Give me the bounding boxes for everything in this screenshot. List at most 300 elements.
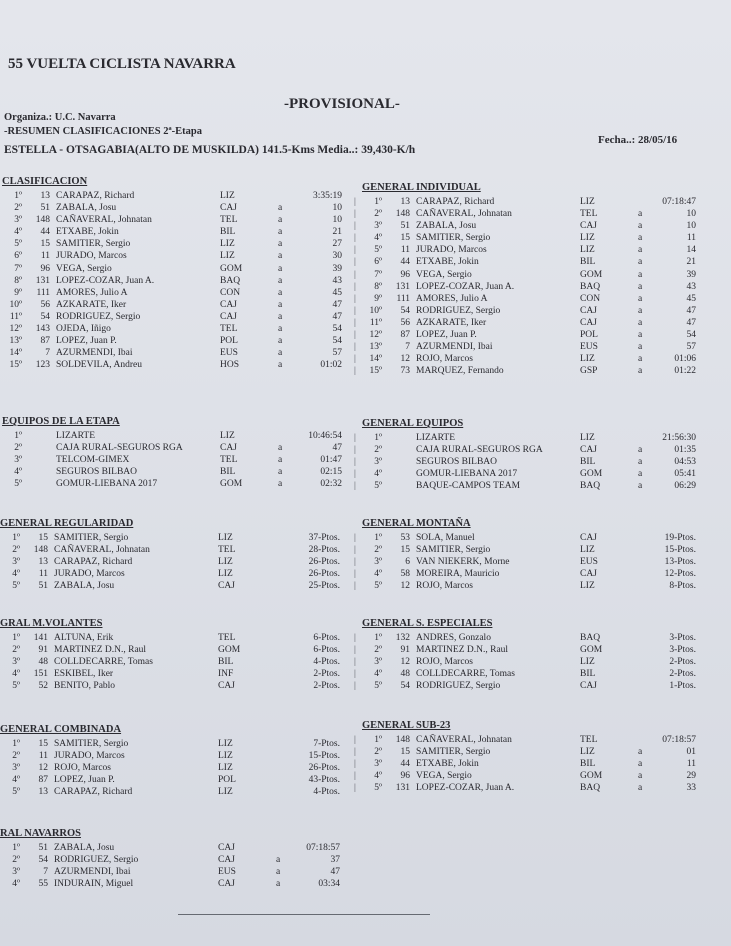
result-row [0,774,340,786]
dorsal-number: 13 [38,557,48,568]
result-value: 02:32 [320,479,342,490]
rider-name: SEGUROS BILBAO [416,457,498,468]
result-row [0,786,340,798]
gap-marker: a [278,479,283,490]
result-value: 2-Ptos. [669,669,696,680]
rider-name: CAJA RURAL-SEGUROS RGA [56,443,183,454]
column-separator: | [354,233,356,244]
result-value: 21 [686,257,696,268]
result-row [2,202,342,214]
rider-name: RODRIGUEZ, Sergio [56,311,141,322]
rider-name: GOMUR-LIEBANA 2017 [56,479,158,490]
team-code: CAJ [580,569,597,580]
rider-name: RODRIGUEZ, Sergio [54,855,139,866]
column-separator: | [354,305,356,316]
team-code: CAJ [218,843,235,853]
gap-marker: a [276,867,281,878]
team-code: GOM [580,269,603,280]
position: 3º [374,759,382,770]
gap-marker: a [638,747,643,758]
rider-name: ROJO, Marcos [416,657,473,668]
dorsal-number: 148 [395,735,410,745]
rider-name: ESKIBEL, Iker [54,669,114,680]
team-code: LIZ [218,533,233,543]
result-value: 26-Ptos. [308,763,340,774]
position: 5º [374,245,382,256]
dorsal-number: 91 [400,645,410,656]
dorsal-number: 132 [395,633,410,643]
rider-name: CAJA RURAL-SEGUROS RGA [416,445,543,456]
position: 2º [12,545,20,556]
rider-name: SAMITIER, Sergio [416,747,491,758]
rider-name: AMORES, Julio A [416,293,488,304]
result-row [354,644,696,656]
rider-name: JURADO, Marcos [56,251,127,262]
dorsal-number: 54 [400,681,410,692]
position: 4º [374,233,382,244]
result-row [2,311,342,323]
result-row [2,214,342,226]
team-code: LIZ [580,581,595,592]
position: 4º [14,467,22,478]
result-value: 3-Ptos. [669,633,696,643]
gap-marker: a [278,227,283,238]
result-value: 47 [686,305,696,316]
rider-name: OJEDA, Iñigo [56,324,111,335]
team-code: TEL [218,633,236,643]
rider-name: VEGA, Sergio [56,263,112,274]
team-code: BAQ [580,633,601,643]
team-code: CON [580,293,601,304]
rider-name: CAÑAVERAL, Johnatan [416,735,512,745]
result-row [354,468,696,480]
column-separator: | [354,469,356,480]
team-code: LIZ [580,354,595,365]
results-list [354,532,696,592]
provisional-label: -PROVISIONAL- [284,96,400,112]
rider-name: CARAPAZ, Richard [54,557,133,568]
result-value: 19-Ptos. [664,533,696,543]
rider-name: LOPEZ-COZAR, Juan A. [416,281,515,292]
dorsal-number: 51 [400,221,410,232]
position: 4º [374,569,382,580]
result-value: 07:18:47 [662,197,696,207]
gap-marker: a [278,287,283,298]
result-row [354,341,696,353]
results-list [354,432,696,492]
result-row [354,196,696,208]
result-value: 01:06 [674,354,696,365]
result-row [2,275,342,287]
team-code: LIZ [220,191,235,201]
gap-marker: a [278,324,283,335]
position: 4º [12,669,20,680]
result-value: 01:47 [320,455,342,466]
results-list [2,190,342,371]
gap-marker: a [638,342,643,353]
position: 3º [374,457,382,468]
result-row [2,359,342,371]
team-code: LIZ [220,431,235,441]
position: 3º [12,867,20,878]
rider-name: TELCOM-GIMEX [56,455,130,466]
column-separator: | [354,197,356,207]
rider-name: SAMITIER, Sergio [54,739,129,749]
dorsal-number: 12 [38,763,48,774]
result-row [2,263,342,275]
position: 3º [374,657,382,668]
result-row [354,456,696,468]
position: 5º [12,581,20,592]
team-code: LIZ [580,657,595,668]
team-code: BAQ [580,783,601,794]
column-separator: | [354,747,356,758]
result-row [354,480,696,492]
rider-name: ZABALA, Josu [56,203,117,214]
dorsal-number: 55 [38,879,48,890]
result-value: 11 [686,759,696,770]
result-value: 11 [686,233,696,244]
result-value: 26-Ptos. [308,569,340,580]
result-row [2,287,342,299]
dorsal-number: 151 [33,669,48,680]
result-value: 3:35:19 [312,191,342,201]
team-code: LIZ [218,787,233,798]
result-row [354,656,696,668]
result-value: 07:18:57 [306,843,340,853]
result-row [354,444,696,456]
gap-marker: a [278,360,283,371]
result-row [354,329,696,341]
rider-name: AZURMENDI, Ibai [416,342,493,353]
rider-name: ETXABE, Jokin [416,257,479,268]
dorsal-number: 44 [40,227,50,238]
dorsal-number: 111 [396,293,410,304]
position: 1º [374,735,382,745]
rider-name: MARTINEZ D.N., Raul [416,645,509,656]
position: 3º [14,455,22,466]
result-row [354,353,696,365]
result-row [0,656,340,668]
results-list [0,738,340,798]
column-separator: | [354,366,356,377]
rider-name: CAÑAVERAL, Johnatan [56,215,152,226]
team-code: CAJ [580,317,597,328]
dorsal-number: 111 [36,287,50,298]
position: 1º [374,533,382,543]
result-row [354,668,696,680]
team-code: LIZ [580,197,595,207]
section-title: GRAL M.VOLANTES [0,618,103,629]
result-row [354,734,696,746]
position: 4º [374,771,382,782]
rider-name: AMORES, Julio A [56,287,128,298]
gap-marker: a [278,203,283,214]
gap-marker: a [278,251,283,262]
gap-marker: a [638,330,643,341]
dorsal-number: 13 [400,197,410,207]
rider-name: AZURMENDI, Ibai [54,867,131,878]
result-value: 04:53 [674,457,696,468]
result-row [354,544,696,556]
position: 11º [369,317,382,328]
result-value: 27 [332,239,342,250]
column-separator: | [354,681,356,692]
team-code: CAJ [220,299,237,310]
position: 15º [9,360,22,371]
position: 3º [12,657,20,668]
team-code: CAJ [218,681,235,692]
position: 10º [9,299,22,310]
rider-name: SOLDEVILA, Andreu [56,360,143,371]
position: 5º [374,481,382,492]
result-row [354,269,696,281]
team-code: HOS [220,360,240,371]
gap-marker: a [638,245,643,256]
section-title: GENERAL EQUIPOS [362,418,464,429]
team-code: CAJ [580,221,597,232]
gap-marker: a [278,275,283,286]
team-code: CAJ [220,311,237,322]
result-row [0,532,340,544]
section-title: EQUIPOS DE LA ETAPA [2,416,120,427]
rider-name: AZKARATE, Iker [416,317,487,328]
team-code: LIZ [580,245,595,256]
result-value: 37 [330,855,340,866]
rider-name: VAN NIEKERK, Morne [416,557,510,568]
result-row [354,293,696,305]
rider-name: CARAPAZ, Richard [56,191,135,201]
team-code: BIL [220,227,236,238]
result-row [0,680,340,692]
position: 9º [14,287,22,298]
rider-name: VEGA, Sergio [416,269,472,280]
result-row [354,680,696,692]
result-value: 47 [332,299,342,310]
team-code: BAQ [580,281,601,292]
result-value: 12-Ptos. [664,569,696,580]
dorsal-number: 73 [400,366,410,377]
gap-marker: a [278,215,283,226]
dorsal-number: 44 [400,257,410,268]
team-code: LIZ [218,557,233,568]
result-value: 2-Ptos. [313,669,340,680]
result-row [354,244,696,256]
result-value: 39 [332,263,342,274]
rider-name: SOLA, Manuel [416,533,475,543]
result-value: 54 [332,336,342,347]
rider-name: MARQUEZ, Fernando [416,366,504,377]
result-row [2,335,342,347]
result-value: 47 [332,443,342,454]
position: 2º [14,443,22,454]
result-value: 10 [332,203,342,214]
position: 3º [12,557,20,568]
summary-heading: -RESUMEN CLASIFICACIONES 2ª-Etapa [4,126,203,137]
gap-marker: a [638,354,643,365]
team-code: CAJ [220,443,237,454]
result-value: 14 [686,245,696,256]
team-code: INF [218,669,234,680]
team-code: BIL [218,657,234,668]
rider-name: MOREIRA, Mauricio [416,569,500,580]
results-list [354,632,696,692]
dorsal-number: 15 [38,533,48,543]
team-code: POL [220,336,238,347]
position: 8º [374,281,382,292]
result-row [354,782,696,794]
result-value: 01 [686,747,696,758]
position: 2º [14,203,22,214]
result-row [0,878,340,890]
dorsal-number: 7 [405,342,410,353]
column-separator: | [354,330,356,341]
dorsal-number: 58 [400,569,410,580]
position: 2º [12,855,20,866]
dorsal-number: 15 [400,747,410,758]
section-title: GENERAL MONTAÑA [362,518,471,529]
result-value: 13-Ptos. [664,557,696,568]
gap-marker: a [638,457,643,468]
team-code: GOM [220,479,243,490]
rider-name: LOPEZ, Juan P. [54,775,115,786]
rider-name: ZABALA, Josu [54,843,115,853]
result-row [0,544,340,556]
dorsal-number: 148 [33,545,48,556]
result-value: 10 [686,209,696,220]
gap-marker: a [638,445,643,456]
dorsal-number: 52 [38,681,48,692]
result-row [0,644,340,656]
team-code: GSP [580,366,598,377]
bottom-rule [178,914,430,915]
rider-name: LOPEZ-COZAR, Juan A. [416,783,515,794]
rider-name: SEGUROS BILBAO [56,467,138,478]
results-list [354,196,696,377]
gap-marker: a [278,443,283,454]
result-row [354,305,696,317]
gap-marker: a [278,263,283,274]
team-code: TEL [218,545,236,556]
column-separator: | [354,645,356,656]
column-separator: | [354,771,356,782]
gap-marker: a [638,221,643,232]
result-row [354,746,696,758]
result-row [0,762,340,774]
result-row [354,632,696,644]
position: 7º [14,263,22,274]
result-value: 26-Ptos. [308,557,340,568]
team-code: BIL [220,467,236,478]
dorsal-number: 141 [33,633,48,643]
team-code: TEL [220,215,238,226]
dorsal-number: 7 [45,348,50,359]
result-value: 57 [686,342,696,353]
position: 2º [12,645,20,656]
dorsal-number: 11 [38,569,48,580]
column-separator: | [354,581,356,592]
position: 14º [9,348,22,359]
rider-name: LOPEZ, Juan P. [56,336,117,347]
dorsal-number: 87 [40,336,50,347]
position: 3º [374,557,382,568]
gap-marker: a [638,233,643,244]
dorsal-number: 11 [38,751,48,762]
dorsal-number: 7 [43,867,48,878]
position: 1º [14,191,22,201]
result-value: 39 [686,269,696,280]
dorsal-number: 12 [400,581,410,592]
team-code: TEL [220,324,238,335]
dorsal-number: 6 [405,557,410,568]
team-code: CAJ [580,533,597,543]
gap-marker: a [638,257,643,268]
result-row [354,208,696,220]
result-row [2,323,342,335]
rider-name: ETXABE, Jokin [416,759,479,770]
team-code: CAJ [580,305,597,316]
team-code: EUS [218,867,236,878]
position: 9º [374,293,382,304]
column-separator: | [354,481,356,492]
team-code: LIZ [580,545,595,556]
result-value: 21 [332,227,342,238]
position: 12º [369,330,382,341]
dorsal-number: 12 [400,657,410,668]
result-value: 2-Ptos. [669,657,696,668]
dorsal-number: 48 [38,657,48,668]
result-value: 01:02 [320,360,342,371]
column-separator: | [354,445,356,456]
dorsal-number: 15 [400,545,410,556]
result-value: 33 [686,783,696,794]
rider-name: LIZARTE [416,433,456,443]
team-code: BAQ [220,275,241,286]
gap-marker: a [276,879,281,890]
position: 2º [374,209,382,220]
dorsal-number: 96 [400,269,410,280]
position: 11º [9,311,22,322]
result-row [354,758,696,770]
team-code: LIZ [218,763,233,774]
rider-name: ALTUNA, Erik [54,633,114,643]
rider-name: JURADO, Marcos [54,751,125,762]
rider-name: CARAPAZ, Richard [54,787,133,798]
position: 5º [12,681,20,692]
rider-name: LOPEZ, Juan P. [416,330,477,341]
result-row [354,317,696,329]
result-row [0,580,340,592]
column-separator: | [354,783,356,794]
result-value: 57 [332,348,342,359]
team-code: CAJ [580,445,597,456]
rider-name: ETXABE, Jokin [56,227,119,238]
rider-name: MARTINEZ D.N., Raul [54,645,147,656]
rider-name: ROJO, Marcos [416,354,473,365]
position: 1º [374,633,382,643]
result-row [2,466,342,478]
position: 5º [374,681,382,692]
result-row [2,430,342,442]
position: 4º [374,469,382,480]
result-row [0,854,340,866]
position: 1º [374,433,382,443]
position: 1º [12,533,20,543]
gap-marker: a [278,336,283,347]
gap-marker: a [638,783,643,794]
section-title: RAL NAVARROS [0,828,82,839]
gap-marker: a [638,771,643,782]
